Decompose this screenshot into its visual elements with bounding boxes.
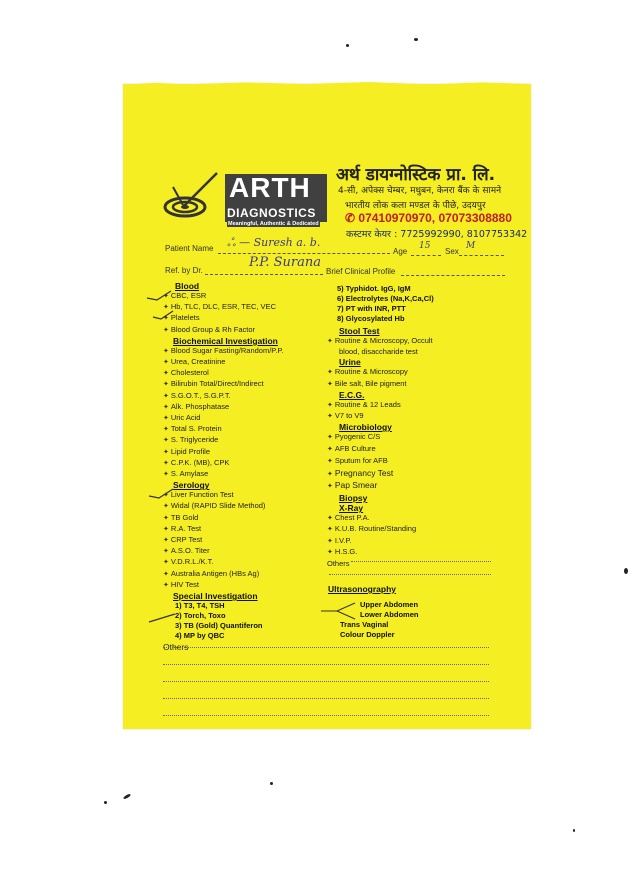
test-item: ✦ Alk. Phosphatase xyxy=(163,401,230,411)
phone-icon: ✆ xyxy=(345,211,359,225)
test-item: ✦ V7 to V9 xyxy=(327,411,364,421)
test-item: ✦ H.S.G. xyxy=(327,546,358,556)
stool-list xyxy=(327,336,527,357)
sex-line xyxy=(459,255,504,256)
logo-subtext: DIAGNOSTICS xyxy=(227,206,316,220)
blood-title: Blood xyxy=(175,281,200,291)
handwritten-doctor: P.P. Surana xyxy=(249,255,321,270)
requisition-form xyxy=(123,84,531,729)
test-item: ✦ Bile salt, Bile pigment xyxy=(327,378,407,388)
check-mark-icon xyxy=(147,487,175,501)
others-line-right xyxy=(351,561,491,562)
speck xyxy=(270,782,273,785)
test-item: ✦ Cholesterol xyxy=(163,368,209,378)
urine-list xyxy=(327,367,527,389)
test-item: 5) Typhidot. IgG, IgM xyxy=(337,284,411,293)
others-line xyxy=(163,715,489,716)
xray-title: X-Ray xyxy=(339,503,364,514)
test-item: ✦ HIV Test xyxy=(163,579,200,589)
speck xyxy=(346,44,349,47)
stool-title: Stool Test xyxy=(339,326,380,336)
usg-item: Trans Vaginal xyxy=(340,620,389,629)
test-item: ✦ Lipid Profile xyxy=(163,446,211,456)
urine-title: Urine xyxy=(339,357,361,368)
test-item: ✦ I.V.P. xyxy=(327,535,352,545)
ref-doctor-line xyxy=(205,274,323,275)
address-line-1: 4-सी, अपेक्स चेम्बर, मधुबन, केनरा बैंक के सामने xyxy=(338,186,502,196)
usg-item: Lower Abdomen xyxy=(360,610,419,619)
logo-text: ARTH xyxy=(229,172,311,203)
test-item: ✦ Total S. Protein xyxy=(163,424,222,434)
ecg-list xyxy=(327,400,527,422)
clinical-profile-line xyxy=(401,275,505,276)
special-cont-list xyxy=(337,284,527,324)
test-item: ✦ Pap Smear xyxy=(327,480,378,491)
test-item: ✦ C.P.K. (MB), CPK xyxy=(163,457,230,467)
serology-title: Serology xyxy=(173,480,210,491)
test-item: ✦ Pregnancy Test xyxy=(327,467,394,478)
test-item: ✦ Liver Function Test xyxy=(163,490,234,500)
patient-name-label: Patient Name xyxy=(165,244,214,253)
ecg-title: E.C.G. xyxy=(339,389,365,400)
special-title: Special Investigation xyxy=(173,591,258,602)
test-item: 7) PT with INR, PTT xyxy=(337,304,406,313)
test-item: ✦ K.U.B. Routine/Standing xyxy=(327,524,417,534)
age-label: Age xyxy=(393,247,408,256)
test-item: ✦ Blood Sugar Fasting/Random/P.P. xyxy=(163,345,284,355)
others-line xyxy=(163,698,489,699)
others-label: Others xyxy=(163,642,189,653)
test-item: ✦ V.D.R.L./K.T. xyxy=(163,557,214,567)
test-item: ✦ S.G.O.T., S.G.P.T. xyxy=(163,390,231,400)
micro-list xyxy=(327,432,527,493)
test-item: ✦ CBC, ESR xyxy=(163,291,207,300)
handwritten-sex: M xyxy=(466,241,476,251)
test-item: ✦ Blood Group & Rh Factor xyxy=(163,324,256,334)
biopsy-title: Biopsy xyxy=(339,493,368,504)
speck xyxy=(573,829,575,832)
test-item: ✦ Routine & Microscopy, Occult xyxy=(327,336,433,345)
speck xyxy=(104,801,107,804)
test-item: ✦ Urea, Creatinine xyxy=(163,357,226,367)
test-item: ✦ Sputum for AFB xyxy=(327,455,388,465)
patient-name-line xyxy=(218,253,390,254)
check-mark-icon xyxy=(145,289,173,303)
others-label-right: Others xyxy=(327,559,350,569)
test-item: ✦ Routine & Microscopy xyxy=(327,367,408,377)
others-line xyxy=(163,647,489,648)
test-item: ✦ Routine & 12 Leads xyxy=(327,399,401,409)
others-line-right-2 xyxy=(329,574,491,575)
test-item: ✦ S. Triglyceride xyxy=(163,435,219,445)
test-item: ✦ Chest P.A. xyxy=(327,513,370,523)
micro-title: Microbiology xyxy=(339,422,392,433)
test-item: ✦ TB Gold xyxy=(163,512,199,522)
handwritten-age: 15 xyxy=(419,241,431,251)
speck xyxy=(123,793,131,800)
test-item: ✦ Australia Antigen (HBs Ag) xyxy=(163,568,260,578)
others-line xyxy=(163,664,489,665)
test-item: ✦ R.A. Test xyxy=(163,523,202,533)
test-item: 2) Torch, Toxo xyxy=(175,611,226,621)
speck xyxy=(624,568,628,574)
customer-care: कस्टमर केयर : 7725992990, 8107753342 xyxy=(346,229,528,240)
test-item: 3) TB (Gold) Quantiferon xyxy=(175,621,263,631)
biochem-title: Biochemical Investigation xyxy=(173,335,278,346)
phone-numbers xyxy=(345,211,512,225)
test-item: 6) Electrolytes (Na,K,Ca,Cl) xyxy=(337,294,434,303)
test-item: ✦ Hb, TLC, DLC, ESR, TEC, VEC xyxy=(163,302,276,312)
check-mark-icon xyxy=(147,611,177,625)
speck xyxy=(414,38,418,41)
test-item: 8) Glycosylated Hb xyxy=(337,314,405,323)
target-logo-icon xyxy=(159,169,225,227)
test-item: ✦ Widal (RAPID Slide Method) xyxy=(163,501,266,511)
test-item: ✦ Platelets xyxy=(163,313,200,323)
company-name: अर्थ डायग्नोस्टिक प्रा. लि. xyxy=(336,165,496,185)
usg-title: Ultrasonography xyxy=(328,584,397,594)
right-column xyxy=(327,284,527,568)
sex-label: Sex xyxy=(445,247,459,256)
usg-item: Colour Doppler xyxy=(340,630,395,639)
bracket-mark-icon xyxy=(319,601,359,621)
check-mark-icon xyxy=(151,309,175,321)
test-item: ✦ CRP Test xyxy=(163,535,203,545)
others-line xyxy=(163,681,489,682)
test-item: ✦ Uric Acid xyxy=(163,413,201,423)
test-item: 4) MP by QBC xyxy=(175,631,225,641)
usg-item: Upper Abdomen xyxy=(360,600,419,609)
test-item: ✦ AFB Culture xyxy=(327,444,376,454)
phones-text: 07410970970, 07073308880 xyxy=(358,211,512,225)
test-item-cont: blood, disaccharide test xyxy=(339,347,418,357)
clinical-profile-label: Brief Clinical Profile xyxy=(326,267,396,276)
logo-tagline: Meaningful, Authentic & Dedicated xyxy=(228,221,319,227)
xray-list xyxy=(327,513,527,558)
address-line-2: भारतीय लोक कला मण्डल के पीछे, उदयपुर xyxy=(345,201,486,211)
test-item: ✦ A.S.O. Titer xyxy=(163,546,210,556)
handwritten-patient: ஃ — Suresh a. b. xyxy=(227,236,321,249)
ref-doctor-label: Ref. by Dr. xyxy=(165,266,203,275)
age-line xyxy=(411,255,441,256)
test-item: ✦ Pyogenic C/S xyxy=(327,432,381,442)
test-item: ✦ Bilirubin Total/Direct/Indirect xyxy=(163,379,264,389)
test-item: ✦ S. Amylase xyxy=(163,469,209,479)
test-item: 1) T3, T4, TSH xyxy=(175,601,225,611)
